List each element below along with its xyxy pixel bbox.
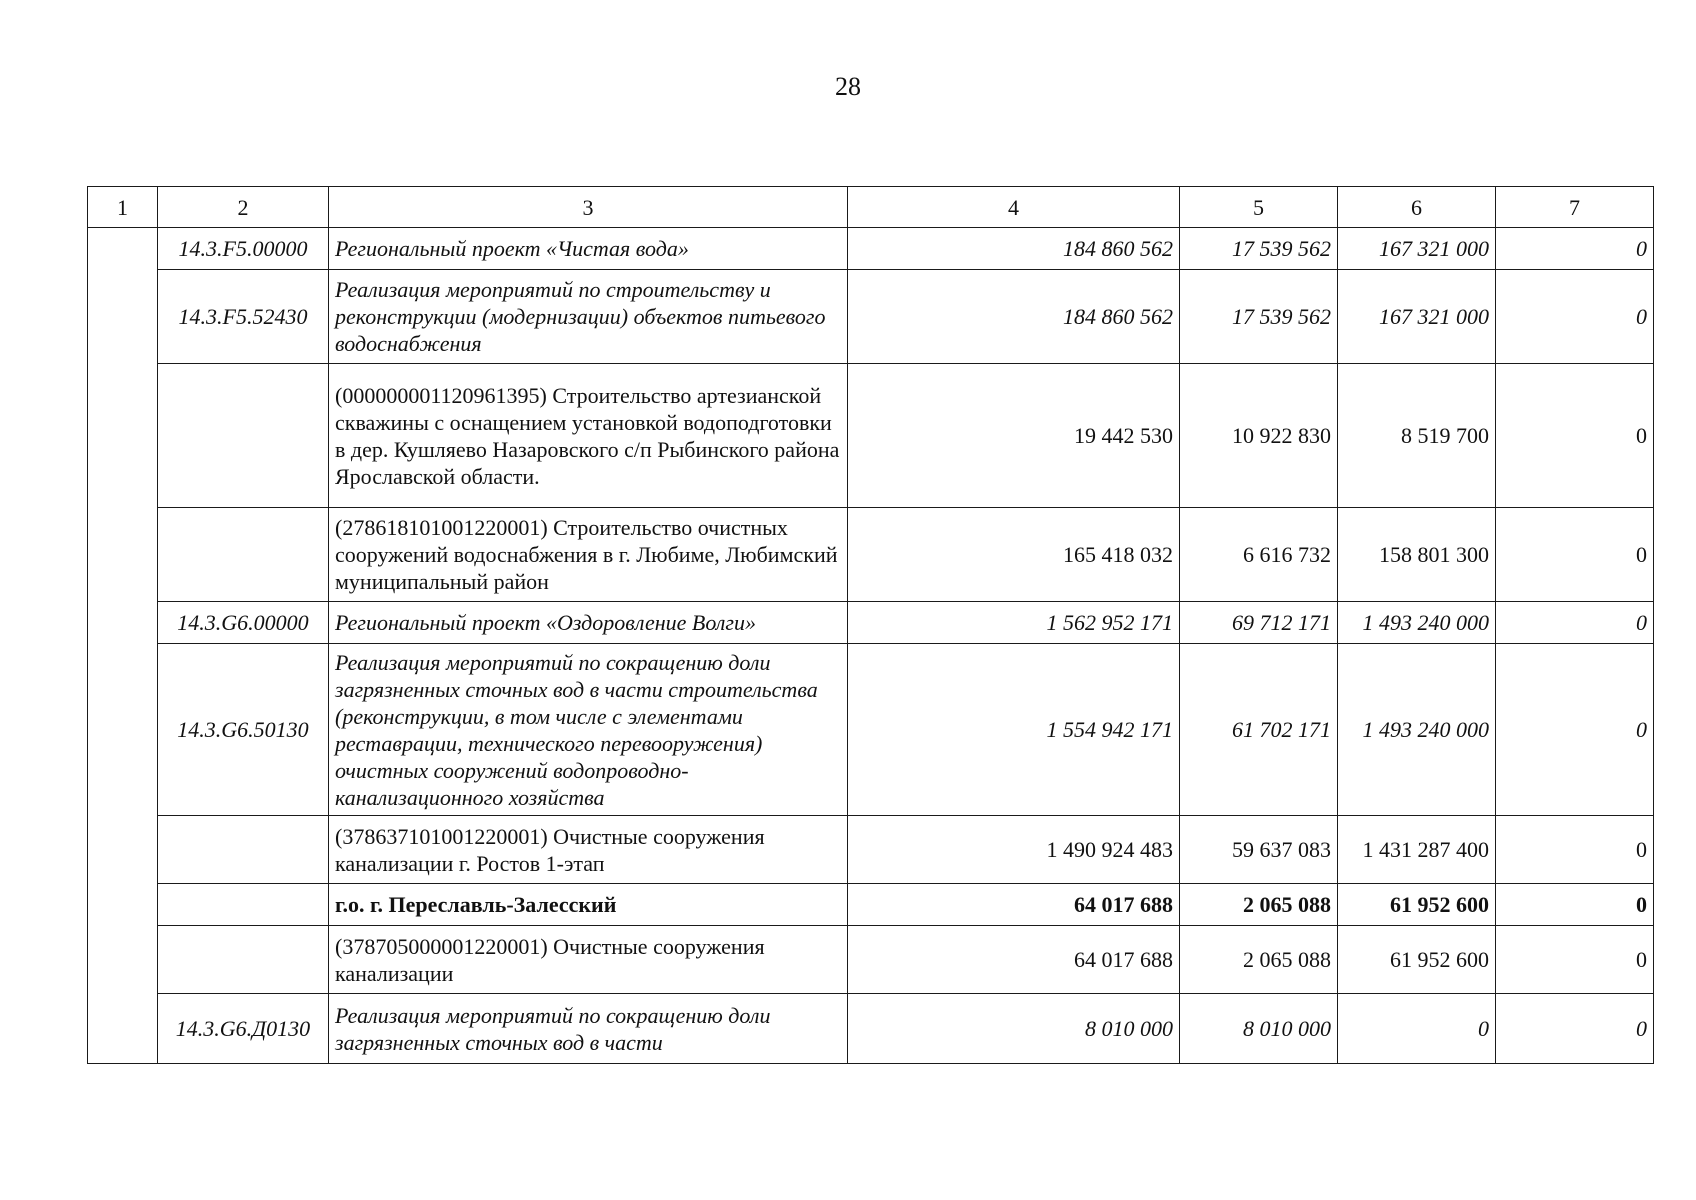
row-description: Реализация мероприятий по строительству и реконструкции (модернизации) объектов питьевого водоснабжения — [329, 270, 848, 364]
table-row — [88, 994, 1654, 1064]
row-value-col-6: 167 321 000 — [1338, 228, 1496, 270]
row-value-col-4: 1 562 952 171 — [848, 602, 1180, 644]
table-row — [88, 602, 1654, 644]
row-description: (000000001120961395) Строительство артезианской скважины с оснащением установкой водоподготовки в дер. Кушляево Назаровского с/п Рыбинского района Ярославской области. — [329, 364, 848, 508]
row-code: 14.3.F5.52430 — [158, 270, 329, 364]
row-description: Реализация мероприятий по сокращению доли загрязненных сточных вод в части — [329, 994, 848, 1064]
row-value-col-4: 184 860 562 — [848, 228, 1180, 270]
row-value-col-6: 167 321 000 — [1338, 270, 1496, 364]
row-value-col-5: 2 065 088 — [1180, 926, 1338, 994]
header-col-4: 4 — [848, 187, 1180, 228]
row-value-col-6: 1 431 287 400 — [1338, 816, 1496, 884]
row-value-col-6: 158 801 300 — [1338, 508, 1496, 602]
row-description: Региональный проект «Оздоровление Волги» — [329, 602, 848, 644]
row-value-col-7: 0 — [1496, 644, 1654, 816]
row-value-col-6: 61 952 600 — [1338, 926, 1496, 994]
row-value-col-5: 61 702 171 — [1180, 644, 1338, 816]
row-value-col-5: 8 010 000 — [1180, 994, 1338, 1064]
row-code: 14.3.G6.Д0130 — [158, 994, 329, 1064]
row-value-col-7: 0 — [1496, 228, 1654, 270]
row-description: (378637101001220001) Очистные сооружения канализации г. Ростов 1-этап — [329, 816, 848, 884]
row-code: 14.3.G6.50130 — [158, 644, 329, 816]
row-value-col-4: 8 010 000 — [848, 994, 1180, 1064]
row-value-col-5: 17 539 562 — [1180, 228, 1338, 270]
row-value-col-7: 0 — [1496, 364, 1654, 508]
row-value-col-6: 8 519 700 — [1338, 364, 1496, 508]
row-description: Реализация мероприятий по сокращению доли загрязненных сточных вод в части строительства (реконструкции, в том числе с элементами реставрации, технического перевооружения) очистных сооружений водопроводно-канализационного хозяйства — [329, 644, 848, 816]
row-value-col-4: 19 442 530 — [848, 364, 1180, 508]
table-row — [88, 508, 1654, 602]
row-value-col-7: 0 — [1496, 508, 1654, 602]
table-row — [88, 926, 1654, 994]
page-number: 28 — [835, 72, 861, 101]
header-col-2: 2 — [158, 187, 329, 228]
row-value-col-7: 0 — [1496, 994, 1654, 1064]
row-value-col-4: 1 490 924 483 — [848, 816, 1180, 884]
row-code — [158, 816, 329, 884]
row-description: (378705000001220001) Очистные сооружения канализации — [329, 926, 848, 994]
row-value-col-4: 64 017 688 — [848, 884, 1180, 926]
row-value-col-6: 1 493 240 000 — [1338, 602, 1496, 644]
header-col-6: 6 — [1338, 187, 1496, 228]
row-code: 14.3.F5.00000 — [158, 228, 329, 270]
row-code — [158, 364, 329, 508]
table-header-row — [88, 187, 1654, 228]
row-value-col-5: 59 637 083 — [1180, 816, 1338, 884]
row-description: Региональный проект «Чистая вода» — [329, 228, 848, 270]
row-value-col-5: 6 616 732 — [1180, 508, 1338, 602]
header-col-5: 5 — [1180, 187, 1338, 228]
row-value-col-7: 0 — [1496, 926, 1654, 994]
row-description: (278618101001220001) Строительство очистных сооружений водоснабжения в г. Любиме, Любимский муниципальный район — [329, 508, 848, 602]
row-value-col-6: 61 952 600 — [1338, 884, 1496, 926]
table-row — [88, 364, 1654, 508]
row-value-col-5: 2 065 088 — [1180, 884, 1338, 926]
row-code — [158, 508, 329, 602]
header-col-1: 1 — [88, 187, 158, 228]
table-row — [88, 228, 1654, 270]
table-row — [88, 884, 1654, 926]
row-value-col-5: 10 922 830 — [1180, 364, 1338, 508]
table-body — [88, 228, 1654, 1064]
table-row — [88, 270, 1654, 364]
row-value-col-5: 17 539 562 — [1180, 270, 1338, 364]
header-col-7: 7 — [1496, 187, 1654, 228]
row-value-col-7: 0 — [1496, 270, 1654, 364]
row-value-col-6: 0 — [1338, 994, 1496, 1064]
table-row — [88, 816, 1654, 884]
row-code — [158, 926, 329, 994]
row-value-col-7: 0 — [1496, 816, 1654, 884]
col-1-merged-cell — [88, 228, 158, 1064]
row-value-col-7: 0 — [1496, 602, 1654, 644]
row-value-col-7: 0 — [1496, 884, 1654, 926]
budget-table — [87, 186, 1654, 1064]
table-row — [88, 644, 1654, 816]
row-value-col-4: 64 017 688 — [848, 926, 1180, 994]
row-value-col-5: 69 712 171 — [1180, 602, 1338, 644]
row-description: г.о. г. Переславль-Залесский — [329, 884, 848, 926]
header-col-3: 3 — [329, 187, 848, 228]
row-value-col-4: 165 418 032 — [848, 508, 1180, 602]
row-value-col-6: 1 493 240 000 — [1338, 644, 1496, 816]
row-value-col-4: 184 860 562 — [848, 270, 1180, 364]
row-code — [158, 884, 329, 926]
row-value-col-4: 1 554 942 171 — [848, 644, 1180, 816]
row-code: 14.3.G6.00000 — [158, 602, 329, 644]
